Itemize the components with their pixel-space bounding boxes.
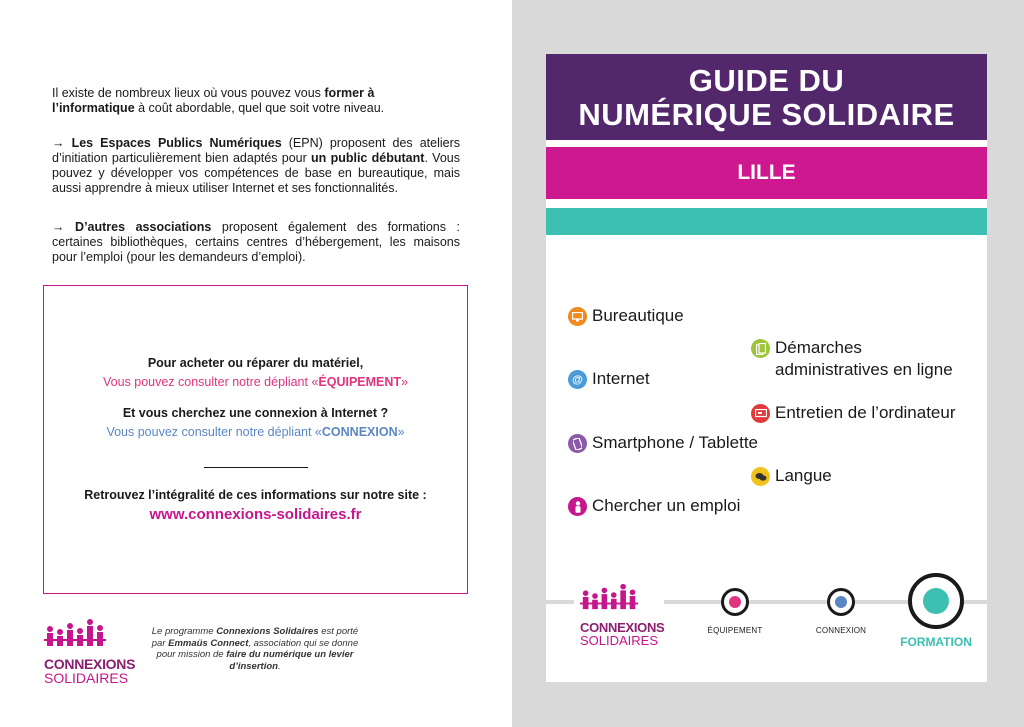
logo-line2: SOLIDAIRES — [44, 670, 129, 686]
divider — [204, 467, 308, 468]
phone-icon — [568, 434, 587, 453]
program-note — [150, 626, 360, 672]
note-t1: Le programme — [151, 626, 217, 637]
note-t3: , association qui se donne pour mission de — [156, 637, 359, 660]
intro-text — [52, 86, 460, 116]
topic-label-line2: administratives en ligne — [775, 360, 953, 379]
epn-bold2: un public débutant — [311, 151, 425, 165]
topic-label: Langue — [775, 466, 832, 485]
connection-question: Et vous cherchez une connexion à Internet ? — [122, 406, 389, 420]
right-page — [512, 0, 1024, 727]
people-icon — [580, 576, 640, 616]
connexions-solidaires-logo — [44, 612, 134, 685]
step-dot — [835, 596, 847, 608]
step-equipement-marker[interactable] — [721, 588, 749, 616]
connection-pointer-prefix: Vous pouvez consulter notre dépliant « — [106, 425, 322, 439]
topic-label-line1: Démarches — [775, 338, 862, 357]
connexions-solidaires-logo — [574, 574, 664, 649]
step-formation-marker[interactable] — [908, 573, 964, 629]
step-dot — [729, 596, 741, 608]
step-dot — [923, 588, 949, 614]
connection-pointer — [44, 424, 467, 440]
people-icon — [44, 612, 108, 652]
topic-label: Bureautique — [592, 306, 684, 325]
note-t2: est porté par — [151, 626, 359, 649]
info-box — [43, 285, 468, 594]
intro-bold: former à l’informatique — [52, 86, 375, 115]
topic-entretien — [751, 402, 956, 424]
associations-text: proposent également des formations : certaines bibliothèques, certains centres d’hébergement, les maisons pour l’emploi (pour les demandeurs d’emploi). — [52, 220, 460, 264]
note-t4: . — [277, 660, 281, 672]
arrow-icon: → — [52, 136, 72, 150]
associations-bold: D’autres associations — [75, 220, 212, 234]
website-link[interactable]: www.connexions-solidaires.fr — [149, 506, 362, 523]
equipment-question: Pour acheter ou réparer du matériel, — [147, 356, 364, 370]
note-b2: Emmaüs Connect — [168, 637, 249, 649]
intro-prefix: Il existe de nombreux lieux où vous pouvez vous — [52, 86, 325, 100]
note-b3: faire du numérique un levier d’insertion — [226, 649, 354, 672]
speech-icon — [751, 467, 770, 486]
person-icon — [568, 497, 587, 516]
intro-suffix: à coût abordable, quel que soit votre niveau. — [134, 101, 385, 115]
guide-cover — [546, 54, 987, 682]
equipment-pointer-suffix: » — [401, 375, 409, 389]
topic-bureautique — [568, 305, 684, 327]
topic-langue — [751, 465, 832, 487]
associations-paragraph — [52, 220, 460, 265]
step-connexion-label: CONNEXION — [815, 626, 867, 635]
topic-demarches — [751, 337, 953, 381]
title-line1: GUIDE DU — [688, 63, 845, 98]
equipment-link[interactable]: ÉQUIPEMENT — [318, 375, 402, 389]
topic-label: Entretien de l’ordinateur — [775, 403, 956, 422]
topic-emploi — [568, 495, 740, 517]
city-banner: LILLE — [546, 147, 987, 199]
epn-bold: Les Espaces Publics Numériques — [71, 136, 282, 150]
equipment-pointer — [44, 374, 467, 390]
step-equipement-label: ÉQUIPEMENT — [707, 626, 763, 635]
topic-label — [775, 337, 953, 381]
logo-line1: CONNEXIONS — [580, 620, 665, 635]
epn-paragraph — [52, 136, 460, 196]
epn-text1: (EPN) proposent des ateliers d’initiation particulièrement bien adaptés pour — [52, 136, 460, 165]
site-text: Retrouvez l’intégralité de ces informations sur notre site : — [84, 488, 427, 502]
toolbox-icon — [751, 404, 770, 423]
monitor-icon — [568, 307, 587, 326]
title-line2: NUMÉRIQUE SOLIDAIRE — [578, 97, 955, 132]
topic-smartphone — [568, 432, 758, 454]
equipment-pointer-prefix: Vous pouvez consulter notre dépliant « — [102, 375, 319, 389]
step-formation-label: FORMATION — [900, 635, 972, 649]
step-connexion-marker[interactable] — [827, 588, 855, 616]
logo-line2: SOLIDAIRES — [580, 633, 659, 648]
connection-link[interactable]: CONNEXION — [321, 425, 398, 439]
teal-band — [546, 208, 987, 235]
topic-label: Smartphone / Tablette — [592, 433, 759, 452]
guide-title — [546, 54, 987, 140]
topic-label: Chercher un emploi — [592, 496, 741, 515]
topic-internet — [568, 368, 650, 390]
topic-label: Internet — [592, 369, 650, 388]
at-icon: @ — [568, 370, 587, 389]
epn-text2: . Vous pouvez y développer vos compétences de base en bureautique, mais aussi apprendre à mieux utiliser Internet et ses fonctionnalités. — [52, 151, 460, 195]
document-icon — [751, 339, 770, 358]
note-b1: Connexions Solidaires — [216, 626, 319, 637]
arrow-icon: → — [52, 220, 76, 234]
logo-line1: CONNEXIONS — [44, 656, 136, 672]
connection-pointer-suffix: » — [397, 425, 405, 439]
